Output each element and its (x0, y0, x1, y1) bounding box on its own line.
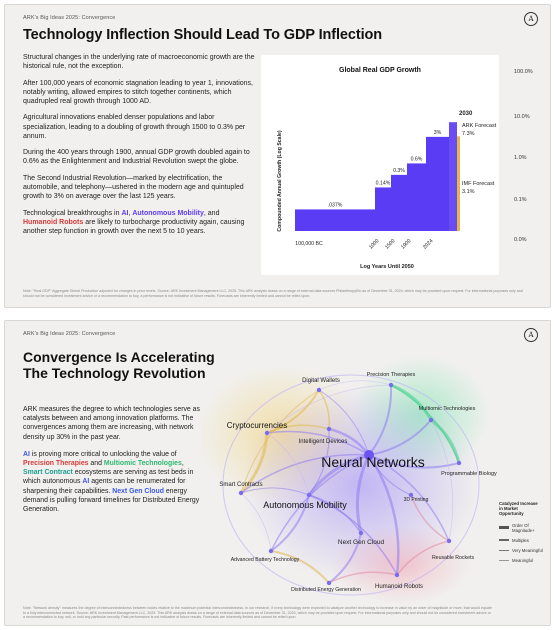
text-span: energy demand is pulling forward timelines for Distributed Energy Generation. (23, 487, 200, 514)
network-node (447, 539, 451, 543)
x-tick-label: 2024 (422, 238, 435, 251)
network-node (265, 431, 269, 435)
highlight-ai: AI (121, 209, 129, 217)
ark-logo-icon: A (524, 328, 538, 342)
y-axis-label: Compounded Annual Growth (Log Scale) (277, 130, 283, 232)
node-label-precision-therapies: Precision Therapies (366, 372, 416, 378)
highlight-multiomic: Multiomic Technologies (103, 460, 182, 468)
network-node (327, 581, 331, 585)
legend-title: Catalyzed Increase in Market Opportunity (499, 501, 538, 517)
x-tick-label: 1900 (400, 238, 413, 251)
gdp-bar (426, 137, 449, 231)
legend-item (499, 538, 549, 543)
legend-line-icon (499, 550, 509, 551)
text-span: are likely to turbocharge productivity again, causing another step function in growth over the next 5 to 10 years. (23, 218, 245, 235)
gdp-bar (295, 209, 375, 231)
page-title: Convergence Is Accelerating The Technology Revolution (23, 349, 215, 381)
highlight-ai: AI (82, 478, 90, 486)
ark-forecast-value: 7.3% (462, 131, 475, 137)
slide-convergence (4, 320, 551, 626)
text-span: is proving more critical to unlocking the value of (29, 450, 177, 458)
right-axis-tick: 10.0% (514, 114, 530, 120)
node-label-crypto: Cryptocurrencies (226, 421, 288, 430)
imf-forecast-label: IMF Forecast (462, 181, 495, 187)
node-label-multiomic: Multiomic Technologies (418, 406, 476, 412)
text-span: , and (203, 209, 220, 217)
node-label-intelligent-devices: Intelligent Devices (298, 439, 348, 445)
bar-value-label: .037% (327, 202, 343, 209)
network-node (359, 531, 363, 535)
x-axis-label: Log Years Until 2050 (360, 264, 414, 270)
highlight-ai: AI (23, 450, 30, 458)
text-span: , (128, 209, 133, 217)
network-node (307, 493, 311, 497)
legend-line-icon (499, 539, 509, 541)
ark-forecast-bar (449, 122, 457, 231)
network-node (239, 491, 243, 495)
highlight-precision: Precision Therapies (23, 460, 89, 468)
gdp-bar (391, 175, 407, 231)
text-span: ecosystems are serving as test beds in which autonomous (23, 469, 194, 486)
ark-forecast-label: ARK Forecast (462, 123, 497, 129)
node-label-autonomous-mobility: Autonomous Mobility (263, 500, 347, 510)
node-label-digital-wallets: Digital Wallets (302, 378, 340, 384)
imf-forecast-bar (457, 136, 460, 231)
bar-value-label: 3% (433, 129, 442, 136)
gdp-chart (261, 55, 499, 275)
bar-value-label: 0.6% (410, 156, 423, 163)
highlight-autonomous: Autonomous Mobility (132, 209, 204, 217)
legend-item (499, 558, 549, 563)
legend-label: Meaningful (512, 557, 534, 563)
node-label-smart-contracts: Smart Contracts (219, 482, 263, 488)
gdp-chart-card (261, 55, 499, 275)
paragraph: During the 400 years through 1900, annual GDP growth doubled again to 0.6% as the Enlightenment and Industrial Revolution swept the globe. (23, 149, 250, 166)
legend-line-icon (499, 560, 509, 561)
body-text (23, 53, 255, 244)
imf-forecast-value: 3.1% (462, 189, 475, 195)
legend (499, 501, 549, 601)
footnote: Note: "Real GDP" Aggregate Global Production adjusted for changes in price levels. Source: ARK Investment Management LLC, 2025. This ARK analysis draws on a range of external data sources PhilanthropyEtc as of December 31, 2024, which may be provided upon request. For informational purposes only and should not be considered investment advice or a recommendation to buy, a performance is not indicative of future results. Forecasts are inherently limited and cannot be relied upon. (23, 289, 523, 298)
node-label-humanoid-robots: Humanoid Robots (374, 584, 424, 590)
network-node (317, 388, 321, 392)
page-title: Technology Inflection Should Lead To GDP Inflection (23, 27, 383, 43)
bar-value-label: 0.3% (393, 167, 405, 174)
node-label-3d-printing: 3D Printing (403, 497, 429, 503)
text-span: and (88, 460, 104, 468)
right-axis (510, 55, 550, 275)
legend-item (499, 548, 549, 553)
text-span: agents can be renumerated for sharpening their capabilities. (23, 478, 186, 495)
node-label-programmable-biology: Programmable Biology (441, 471, 497, 477)
right-axis-tick: 0.1% (514, 197, 527, 203)
network-node (429, 418, 433, 422)
node-label-neural-networks: Neural Networks (321, 454, 425, 470)
ark-logo-icon: A (524, 12, 538, 26)
legend-label: Very Meaningful (512, 547, 543, 553)
bar-value-label: 0.14% (375, 180, 391, 187)
network-node (269, 549, 273, 553)
text-span: , (181, 460, 184, 468)
legend-line-icon (499, 526, 509, 529)
node-label-battery: Advanced Battery Technology (230, 557, 300, 563)
paragraph: After 100,000 years of economic stagnation leading to year 1, innovations, notably writing, allowed empires to stitch together continents, which quadrupled real growth through 1000 AD. (23, 79, 253, 105)
slide-gdp-inflection (4, 4, 551, 308)
body-text (23, 405, 203, 522)
paragraph: The Second Industrial Revolution—marked by electrification, the automobile, and telephony—ushered in the modern age and quintupled growth to 3% on average over the last 125 years. (23, 174, 244, 201)
convergence-network (201, 345, 501, 607)
bar-group (295, 122, 460, 231)
paragraph-highlighted (23, 209, 255, 236)
network-node (327, 427, 331, 431)
legend-label: Order Of Magnitude+ (512, 522, 535, 533)
gdp-bar (407, 163, 426, 231)
forecast-year-label: 2030 (459, 111, 473, 117)
node-label-reusable-rockets: Reusable Rockets (431, 555, 475, 561)
x-tick-label: 1500 (384, 238, 397, 251)
chart-title: Global Real GDP Growth (339, 67, 421, 74)
gdp-bar (375, 187, 391, 231)
node-label-distributed-energy: Distributed Energy Generation (291, 587, 361, 593)
network-node (389, 383, 393, 387)
right-axis-tick: 100.0% (514, 69, 533, 75)
paragraph-highlighted (23, 450, 203, 514)
slide-header: ARK's Big Ideas 2025: Convergence (23, 331, 116, 337)
highlight-robots: Humanoid Robots (23, 218, 84, 226)
paragraph: Agricultural innovations enabled denser populations and labor specialization, leading to a doubling of growth through 1500 to 0.3% per annum. (23, 114, 246, 140)
slide-header: ARK's Big Ideas 2025: Convergence (23, 15, 116, 21)
network-node (457, 461, 461, 465)
paragraph: ARK measures the degree to which technologies serve as catalysts between and among innovation platforms. The convergences among them are increasing, with network density up 30% in the past year. (23, 406, 200, 441)
network-node (395, 573, 399, 577)
legend-label: Multiples (512, 537, 529, 543)
paragraph: Structural changes in the underlying rate of macroeconomic growth are the historical rule, not the exception. (23, 54, 255, 71)
x-tick-label: 1000 (368, 238, 381, 251)
right-axis-tick: 0.0% (514, 237, 527, 243)
highlight-smart: Smart Contract (23, 469, 73, 477)
text-span: Technological breakthroughs in (23, 209, 122, 217)
footnote: Note: "Network density" measures the degree of interconnectedness between nodes relative to the maximum potential interconnectedness. In our research, if every technology were expected to catalyze another technology to increase in value by an order of magnitude or more, that would equate to a fully interconnected network. Source: ARK Investment Management LLC, 2025. This ARK analysis draws on a range of external data sources as of December 31, 2024, which may be provided upon request. For informational purposes only and should not be considered investment advice or a recommendation to buy, sell, or hold any particular security. Past performance is not indicative of future results. Forecasts are inherently limited and cannot be relied upon. (23, 606, 493, 619)
right-axis-tick: 1.0% (514, 155, 527, 161)
legend-item (499, 523, 549, 533)
highlight-cloud: Next Gen Cloud (112, 487, 164, 495)
node-label-next-gen-cloud: Next Gen Cloud (337, 539, 385, 546)
x-tick-label: 100,000 BC (295, 241, 323, 247)
